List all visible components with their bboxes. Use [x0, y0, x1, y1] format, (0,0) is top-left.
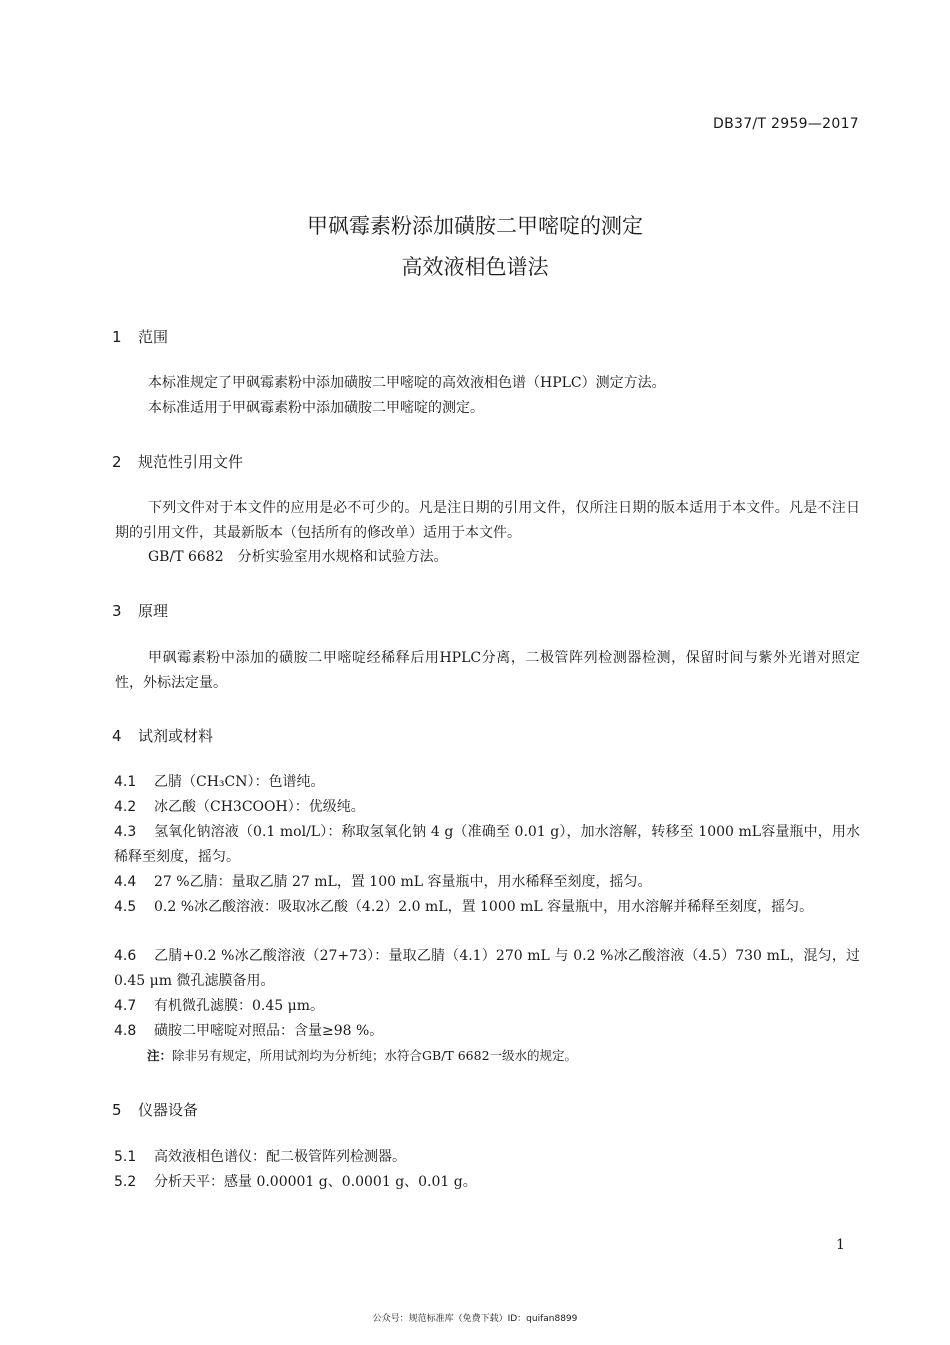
- reagent-item: [114, 820, 860, 869]
- document-title-line2: 高效液相色谱法: [401, 255, 549, 279]
- section-title: 原理: [138, 602, 169, 620]
- reagents-note: [147, 1046, 577, 1064]
- normative-reference: GB/T 6682 分析实验室用水规格和试验方法。: [148, 549, 448, 565]
- item-text: 乙腈（CH₃CN）：色谱纯。: [154, 774, 325, 790]
- footer-watermark: 公众号：规范标准库（免费下载）ID：quifan8899: [372, 1314, 578, 1324]
- reagent-item: [114, 944, 860, 993]
- item-number: 4.4: [114, 874, 137, 890]
- section-title: 仪器设备: [138, 1101, 199, 1119]
- item-number: 4.1: [114, 774, 137, 790]
- item-number: 4.3: [114, 824, 137, 840]
- principle-paragraph: 甲砜霉素粉中添加的磺胺二甲嘧啶经稀释后用HPLC分离，二极管阵列检测器检测，保留时间与紫外光谱对照定性，外标法定量。: [115, 650, 860, 691]
- reagent-item: [114, 895, 860, 920]
- item-number: 4.6: [114, 948, 137, 964]
- item-number: 5.2: [114, 1174, 137, 1190]
- document-title-line1: 甲砜霉素粉添加磺胺二甲嘧啶的测定: [307, 214, 643, 238]
- item-number: 4.2: [114, 799, 137, 815]
- section-number: 2: [112, 453, 122, 471]
- scope-paragraph-2: 本标准适用于甲砜霉素粉中添加磺胺二甲嘧啶的测定。: [148, 400, 484, 416]
- item-number: 4.7: [114, 998, 137, 1014]
- instrument-item: [114, 1170, 860, 1195]
- section-title: 范围: [138, 328, 169, 346]
- section-heading-reagents: [112, 725, 213, 746]
- section-heading-instruments: [112, 1099, 198, 1120]
- item-number: 4.8: [114, 1023, 137, 1039]
- item-number: 5.1: [114, 1149, 137, 1165]
- item-text: 乙腈+0.2 %冰乙酸溶液（27+73）：量取乙腈（4.1）270 mL 与 0.2 %冰乙酸溶液（4.5）730 mL，混匀，过 0.45 μm 微孔滤膜备用。: [114, 948, 860, 989]
- instrument-item: [114, 1145, 860, 1170]
- reagent-item: [114, 870, 860, 895]
- section-number: 5: [112, 1101, 122, 1119]
- item-text: 有机微孔滤膜：0.45 μm。: [154, 998, 324, 1014]
- section-heading-normative: [112, 451, 243, 472]
- item-text: 冰乙酸（CH3COOH）：优级纯。: [154, 799, 365, 815]
- reagent-item: [114, 994, 860, 1019]
- note-label: 注：: [147, 1048, 173, 1063]
- section-heading-scope: [112, 326, 168, 347]
- item-number: 4.5: [114, 899, 137, 915]
- item-text: 0.2 %冰乙酸溶液：吸取冰乙酸（4.2）2.0 mL，置 1000 mL 容量瓶中，用水溶解并稀释至刻度，摇匀。: [154, 899, 814, 915]
- note-text: 除非另有规定，所用试剂均为分析纯；水符合GB/T 6682一级水的规定。: [172, 1048, 578, 1063]
- section-number: 1: [112, 328, 122, 346]
- reagent-item: [114, 770, 860, 795]
- scope-paragraph-1: 本标准规定了甲砜霉素粉中添加磺胺二甲嘧啶的高效液相色谱（HPLC）测定方法。: [148, 375, 666, 391]
- section-title: 试剂或材料: [138, 727, 214, 745]
- reagent-item: [114, 1019, 860, 1044]
- section-number: 4: [112, 727, 122, 745]
- section-heading-principle: [112, 600, 168, 621]
- page-number: 1: [836, 1237, 845, 1253]
- item-text: 氢氧化钠溶液（0.1 mol/L）：称取氢氧化钠 4 g（准确至 0.01 g），加水溶解，转移至 1000 mL容量瓶中，用水稀释至刻度，摇匀。: [114, 824, 860, 865]
- section-number: 3: [112, 602, 122, 620]
- item-text: 高效液相色谱仪：配二极管阵列检测器。: [154, 1149, 406, 1165]
- section-title: 规范性引用文件: [138, 453, 244, 471]
- item-text: 分析天平：感量 0.00001 g、0.0001 g、0.01 g。: [154, 1174, 477, 1190]
- item-text: 磺胺二甲嘧啶对照品：含量≥98 %。: [154, 1023, 384, 1039]
- reagent-item: [114, 795, 860, 820]
- normative-paragraph: 下列文件对于本文件的应用是必不可少的。凡是注日期的引用文件，仅所注日期的版本适用于本文件。凡是不注日期的引用文件，其最新版本（包括所有的修改单）适用于本文件。: [115, 500, 860, 541]
- item-text: 27 %乙腈：量取乙腈 27 mL，置 100 mL 容量瓶中，用水稀释至刻度，摇匀。: [154, 874, 652, 890]
- standard-code: DB37/T 2959—2017: [713, 116, 859, 132]
